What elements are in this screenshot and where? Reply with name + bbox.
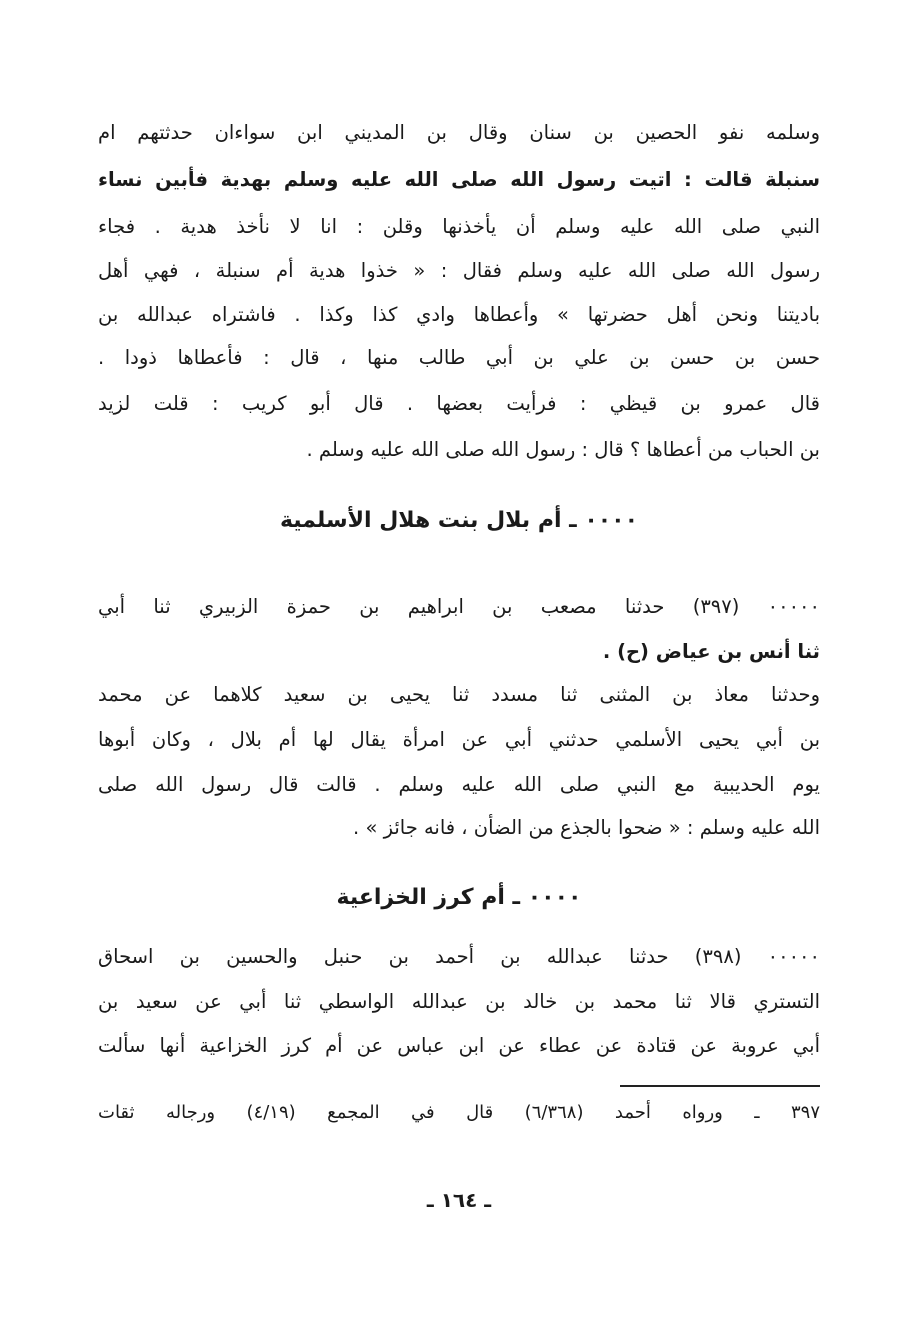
text-line: النبي صلى الله عليه وسلم أن يأخذنها وقلن : انا لا نأخذ هدية . فجاء [98,215,820,238]
text-line: قال عمرو بن قيظي : فرأيت بعضها . قال أبو كريب : قلت لزيد [98,392,820,415]
hadith-line: ثنا أنس بن عياض (ح) . [602,640,820,663]
hadith-line: الله عليه وسلم : « ضحوا بالجذع من الضأن ، فانه جائز » . [353,816,820,839]
text-line: رسول الله صلى الله عليه وسلم فقال : « خذوا هدية أم سنبلة ، فهي أهل [98,259,820,282]
text-line: سنبلة قالت : اتيت رسول الله صلى الله عليه وسلم بهدية فأبين نساء [98,168,820,191]
text-line: حسن بن حسن بن علي بن أبي طالب منها ، قال : فأعطاها ذودا . [98,346,820,369]
hadith-line: وحدثنا معاذ بن المثنى ثنا مسدد ثنا يحيى بن سعيد كلاهما عن محمد [98,683,820,706]
footnote: ٣٩٧ ـ ورواه أحمد (٦/٣٦٨) قال في المجمع (٤/١٩) ورجاله ثقات [98,1102,820,1123]
hadith-line: يوم الحديبية مع النبي صلى الله عليه وسلم . قالت قال رسول الله صلى [98,773,820,796]
section-heading: ٠٠٠٠ ـ أم بلال بنت هلال الأسلمية [279,508,639,533]
text-line: بن الحباب من أعطاها ؟ قال : رسول الله صلى الله عليه وسلم . [306,438,820,461]
hadith-line: ٠٠٠٠٠ (٣٩٨) حدثنا عبدالله بن أحمد بن حنبل والحسين بن اسحاق [98,945,820,968]
page-number: ـ ١٦٤ ـ [426,1188,492,1212]
text-line: وسلمه نفو الحصين بن سنان وقال بن المديني ابن سواءان حدثتهم ام [98,121,820,144]
footnote-rule [620,1085,820,1087]
hadith-line: بن أبي يحيى الأسلمي حدثني أبي عن امرأة يقال لها أم بلال ، وكان أبوها [98,728,820,751]
text-line: باديتنا ونحن أهل حضرتها » وأعطاها وادي كذا وكذا . فاشتراه عبدالله بن [98,303,820,326]
hadith-line: التستري قالا ثنا محمد بن خالد بن عبدالله الواسطي ثنا أبي عن سعيد بن [98,990,820,1013]
hadith-line: أبي عروبة عن قتادة عن عطاء عن ابن عباس عن أم كرز الخزاعية أنها سألت [98,1034,820,1057]
section-heading: ٠٠٠٠ ـ أم كرز الخزاعية [336,885,582,910]
hadith-line: ٠٠٠٠٠ (٣٩٧) حدثنا مصعب بن ابراهيم بن حمزة الزبيري ثنا أبي [98,595,820,618]
